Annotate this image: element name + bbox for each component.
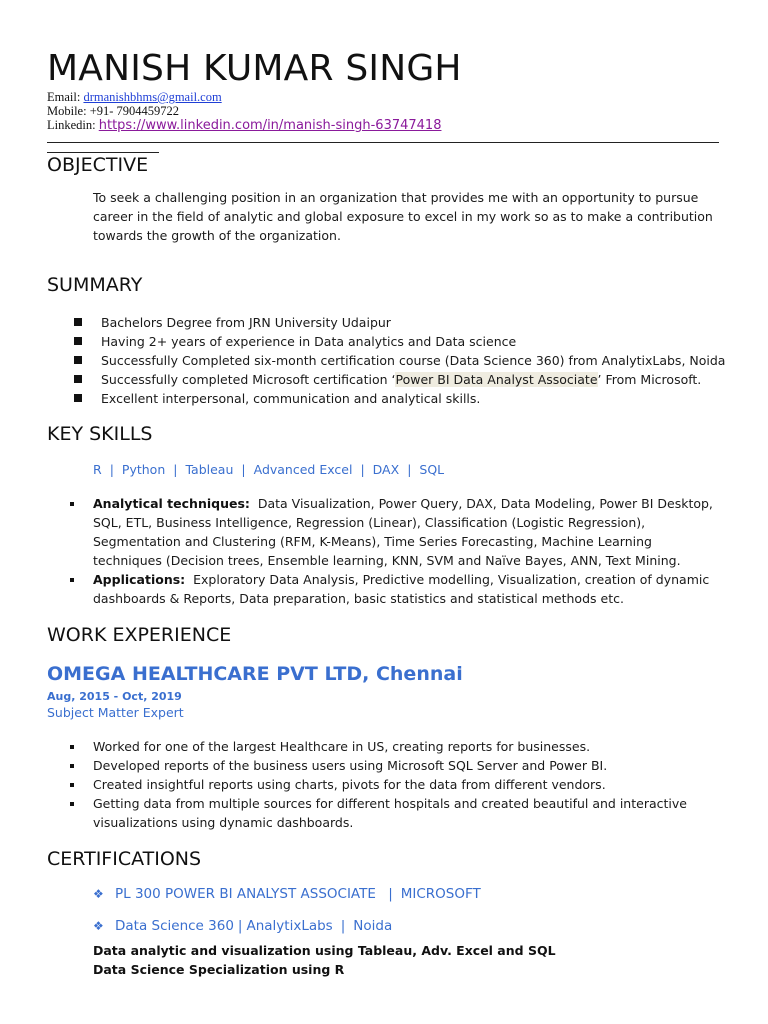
work-experience-heading: WORK EXPERIENCE [47,624,232,646]
summary-item [74,313,724,332]
skill-tag: Advanced Excel [253,462,353,477]
linkedin-link[interactable]: https://www.linkedin.com/in/manish-singh-63747418 [98,118,442,133]
work-duty-text: Created insightful reports using charts, pivots for the data from different vendors. [93,777,606,792]
company-name: OMEGA HEALTHCARE PVT LTD, Chennai [47,663,463,685]
skill-tag: Tableau [185,462,234,477]
candidate-name: MANISH KUMAR SINGH [47,48,462,89]
key-skills-heading: KEY SKILLS [47,423,153,445]
summary-item [74,370,724,389]
employment-dates: Aug, 2015 - Oct, 2019 [47,690,182,703]
skills-detail-label: Analytical techniques: [93,496,250,511]
certification-item [93,918,392,934]
skills-detail-item [70,570,720,608]
summary-item-text: Excellent interpersonal, communication and analytical skills. [101,391,481,406]
summary-item-text: Successfully completed Microsoft certification ‘ [101,372,396,387]
skills-detail-text: Exploratory Data Analysis, Predictive modelling, Visualization, creation of dynamic dashboards & Reports, Data preparation, basic statistics and statistical methods etc. [93,572,710,606]
certification-issuer: MICROSOFT [400,886,481,902]
dot-bullet-icon [70,745,74,749]
square-bullet-icon [74,375,82,383]
header-divider [47,142,719,143]
certification-location: Noida [353,918,393,934]
additional-certification: Data Science Specialization using R [93,962,345,977]
work-duty-item [70,775,720,794]
dot-bullet-icon [70,783,74,787]
skills-detail-list [70,494,720,608]
work-duties-list [70,737,720,832]
certification-highlight: Power BI Data Analyst Associate [395,372,598,387]
dot-bullet-icon [70,578,74,582]
certification-item [93,886,481,902]
summary-item-suffix: ’ From Microsoft. [597,372,702,387]
summary-item [74,332,724,351]
skills-detail-label: Applications: [93,572,186,587]
summary-item-text: Successfully Completed six-month certification course (Data Science 360) from AnalytixLabs, Noida [101,353,726,368]
skill-tag: SQL [419,462,445,477]
skills-tools-row [93,462,444,477]
work-duty-text: Developed reports of the business users using Microsoft SQL Server and Power BI. [93,758,608,773]
work-duty-item [70,737,720,756]
summary-heading: SUMMARY [47,274,143,296]
summary-item [74,389,724,408]
contact-email-row [47,90,222,105]
square-bullet-icon [74,337,82,345]
dot-bullet-icon [70,764,74,768]
diamond-bullet-icon: ❖ [93,887,104,901]
email-link[interactable]: drmanishbhms@gmail.com [83,90,222,104]
skill-separator: | [407,462,412,477]
certification-separator: | [340,918,346,934]
certification-name: Data Science 360 [115,918,234,934]
summary-item-text: Having 2+ years of experience in Data analytics and Data science [101,334,517,349]
certification-separator: | [388,886,393,902]
work-duty-item [70,756,720,775]
objective-text: To seek a challenging position in an organization that provides me with an opportunity to pursue career in the field of analytic and global exposure to excel in my work so as to make a contribution towards the growth of the organization. [93,190,713,243]
square-bullet-icon [74,394,82,402]
square-bullet-icon [74,318,82,326]
skill-tag: Python [121,462,166,477]
linkedin-label: Linkedin: [47,118,99,132]
dot-bullet-icon [70,502,74,506]
skill-tag: DAX [372,462,400,477]
summary-item-text: Bachelors Degree from JRN University Udaipur [101,315,391,330]
job-title: Subject Matter Expert [47,705,184,720]
diamond-bullet-icon: ❖ [93,919,104,933]
objective-heading: OBJECTIVE [47,154,149,176]
summary-list [74,313,724,408]
work-duty-text: Getting data from multiple sources for different hospitals and created beautiful and interactive visualizations using dynamic dashboards. [93,796,687,830]
certification-name: PL 300 POWER BI ANALYST ASSOCIATE [115,886,381,902]
summary-item [74,351,724,370]
skill-tag: R [93,462,102,477]
square-bullet-icon [74,356,82,364]
header-divider-short [47,152,159,153]
contact-linkedin-row [47,118,441,133]
additional-certification: Data analytic and visualization using Tableau, Adv. Excel and SQL [93,943,556,958]
skill-separator: | [109,462,114,477]
contact-mobile-row: Mobile: +91- 7904459722 [47,104,180,118]
work-duty-item [70,794,720,832]
email-label: Email: [47,90,84,104]
work-duty-text: Worked for one of the largest Healthcare in US, creating reports for businesses. [93,739,591,754]
skills-detail-text: Data Visualization, Power Query, DAX, Data Modeling, Power BI Desktop, SQL, ETL, Business Intelligence, Regression (Linear), Classification (Logistic Regression), Segmentation and Clustering (RFM, K-Means), Time Series Forecasting, Machine Learning techniques (Decision trees, Ensemble learning, KNN, SVM and Naïve Bayes, ANN, Text Mining. [93,496,713,568]
skill-separator: | [360,462,365,477]
certifications-heading: CERTIFICATIONS [47,848,202,870]
skill-separator: | [173,462,178,477]
dot-bullet-icon [70,802,74,806]
certification-separator: | [237,918,243,934]
skills-detail-item [70,494,720,570]
certification-issuer: AnalytixLabs [246,918,333,934]
skill-separator: | [241,462,246,477]
